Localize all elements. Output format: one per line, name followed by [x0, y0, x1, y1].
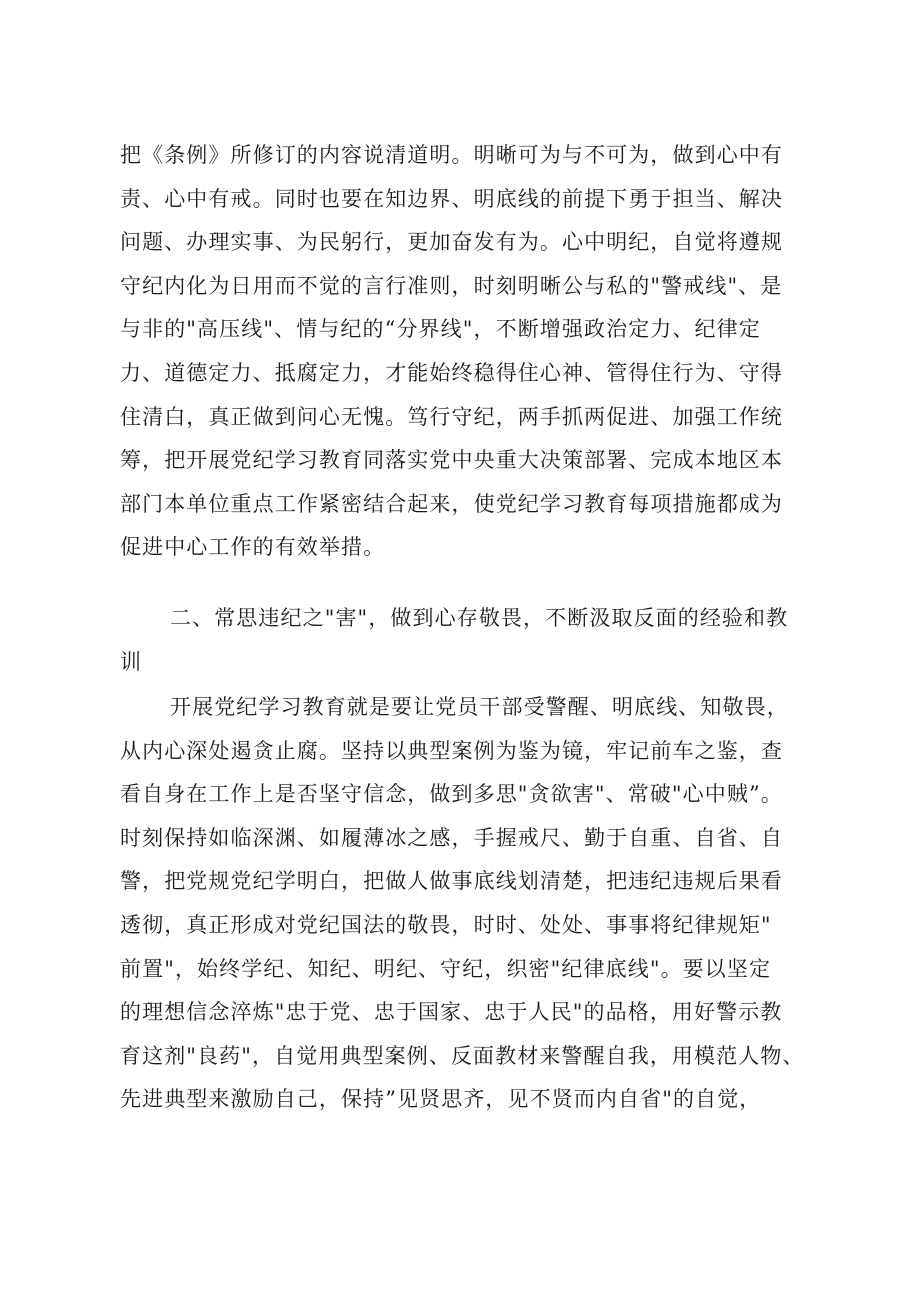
heading-line: 二、常思违纪之"害"，做到心存敬畏，不断汲取反面的经验和教: [170, 606, 789, 630]
text-line: 前置"，始终学纪、知纪、明纪、守纪，织密"纪律底线"。要以坚定: [120, 956, 772, 981]
text-line: 从内心深处遏贪止腐。坚持以典型案例为鉴为镜，牢记前车之鉴，查: [120, 738, 783, 763]
heading-line: 训: [120, 649, 143, 674]
text-line: 时刻保持如临深渊、如履薄冰之感，手握戒尺、勤于自重、自省、自: [120, 825, 783, 850]
text-line: 力、道德定力、抵腐定力，才能始终稳得住心神、管得住行为、守得: [120, 360, 783, 385]
paragraph-awe-of-discipline: [120, 686, 810, 1122]
text-line: 看自身在工作上是否坚守信念，做到多思"贪欲害"、常破"心中贼”。: [120, 782, 783, 807]
text-line: 育这剂"良药"，自觉用典型案例、反面教材来警醒自我，用模范人物、: [120, 1043, 805, 1068]
text-line: 警，把党规党纪学明白，把做人做事底线划清楚，把违纪违规后果看: [120, 869, 783, 894]
text-line: 筹，把开展党纪学习教育同落实党中央重大决策部署、完成本地区本: [120, 448, 783, 473]
text-line: 责、心中有戒。同时也要在知边界、明底线的前提下勇于担当、解决: [120, 186, 783, 211]
text-line: 透彻，真正形成对党纪国法的敬畏，时时、处处、事事将纪律规矩": [120, 912, 772, 937]
text-line: 开展党纪学习教育就是要让党员干部受警醒、明底线、知敬畏，: [170, 695, 789, 719]
text-line: 问题、办理实事、为民躬行，更加奋发有为。心中明纪，自觉将遵规: [120, 230, 783, 255]
text-line: 守纪内化为日用而不觉的言行准则，时刻明晰公与私的"警戒线"、是: [120, 273, 783, 298]
text-line: 与非的"高压线"、情与纪的“分界线"，不断增强政治定力、纪律定: [120, 317, 761, 342]
text-line: 促进中心工作的有效举措。: [120, 535, 386, 560]
text-line: 住清白，真正做到问心无愧。笃行守纪，两手抓两促进、加强工作统: [120, 404, 783, 429]
text-line: 先进典型来激励自己，保持”见贤思齐，见不贤而内自省"的自觉，: [120, 1087, 762, 1112]
text-line: 的理想信念淬炼"忠于党、忠于国家、忠于人民"的品格，用好警示教: [120, 1000, 783, 1025]
text-line: 把《条例》所修订的内容说清道明。明晰可为与不可为，做到心中有: [120, 143, 783, 167]
paragraph-discipline-in-heart: [120, 134, 810, 570]
text-line: 部门本单位重点工作紧密结合起来，使党纪学习教育每项措施都成为: [120, 491, 783, 516]
section-heading-2: [120, 597, 810, 684]
